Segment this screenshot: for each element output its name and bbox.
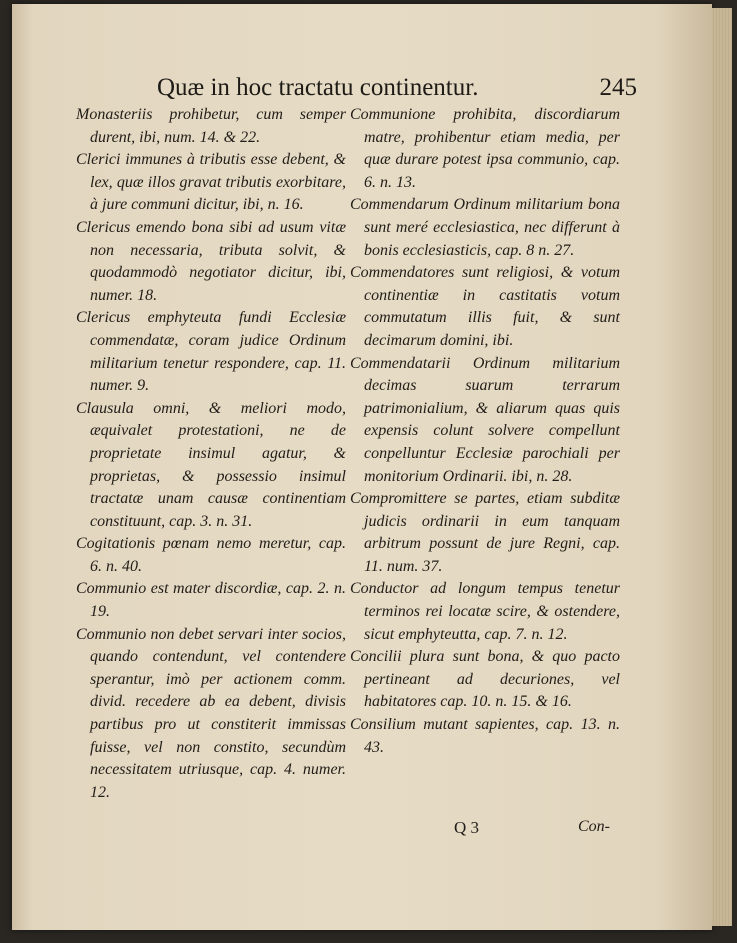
index-entry: Commendatores sunt religiosi, & votum continentiæ in castitatis votum commutatum illis fuit, & sunt decimarum domini, ibi.: [350, 264, 620, 349]
index-entry: Conductor ad longum tempus tenetur terminos rei locatæ scire, & ostendere, sicut emphyteutta, cap. 7. n. 12.: [350, 580, 620, 643]
page-edges: [712, 8, 732, 926]
catchword: Con-: [578, 818, 610, 835]
index-entry: Clericus emendo bona sibi ad usum vitæ non necessaria, tributa solvit, & quodammodò negotiator dicitur, ibi, numer. 18.: [76, 218, 346, 304]
page-footer: [350, 818, 610, 842]
index-entry: Commendatarii Ordinum militarium decimas suarum terrarum patrimonialium, & aliarum quas quis expensis colunt solvere compellunt conpelluntur Ecclesiæ parochiali per monitorium Ordinarii. ibi, n. 28.: [350, 354, 620, 485]
right-column: [350, 104, 620, 759]
index-entry: Communio est mater discordiæ, cap. 2. n. 19.: [76, 580, 346, 621]
index-entry: Cogitationis pœnam nemo meretur, cap. 6. n. 40.: [76, 535, 346, 575]
index-entry: Commendarum Ordinum militarium bona sunt meré ecclesiastica, nec differunt à bonis ecclesiasticis, cap. 8 n. 27.: [350, 196, 620, 259]
page-number: 245: [599, 74, 637, 101]
index-entry: Consilium mutant sapientes, cap. 13. n. 43.: [350, 716, 620, 756]
index-entry: Communio non debet servari inter socios, quando contendunt, vel contendere sperantur, imò per actionem comm. divid. recedere ab ea debent, divisis partibus pro ut constiterit immissas fuisse, vel non constito, secundùm necessitatem utriusque, cap. 4. numer. 12.: [76, 625, 346, 801]
index-entry: Communione prohibita, discordiarum matre, prohibentur etiam media, per quæ durare potest ipsa communio, cap. 6. n. 13.: [350, 106, 620, 191]
index-entry: Clericus emphyteuta fundi Ecclesiæ commendatæ, coram judice Ordinum militarium tenetur respondere, cap. 11. numer. 9.: [76, 309, 346, 395]
left-column: [76, 104, 346, 804]
running-title: Quæ in hoc tractatu continentur.: [157, 74, 479, 101]
index-entry: Clerici immunes à tributis esse debent, & lex, quæ illos gravat tributis exorbitare, à jure communi dicitur, ibi, n. 16.: [76, 151, 346, 214]
index-entry: Monasteriis prohibetur, cum semper durent, ibi, num. 14. & 22.: [76, 106, 346, 146]
page-header: [157, 74, 637, 104]
index-entry: Clausula omni, & meliori modo, æquivalet protestationi, ne de proprietate insimul agatur, & proprietas, & possessio insimul tractatæ unam causæ continentiam constituunt, cap. 3. n. 31.: [76, 399, 346, 530]
index-entry: Compromittere se partes, etiam subditæ judicis ordinarii in eum tanquam arbitrum possunt de jure Regni, cap. 11. num. 37.: [350, 490, 620, 575]
index-entry: Concilii plura sunt bona, & quo pacto pertineant ad decuriones, vel habitatores cap. 10. n. 15. & 16.: [350, 648, 620, 711]
signature-mark: Q 3: [454, 818, 480, 837]
